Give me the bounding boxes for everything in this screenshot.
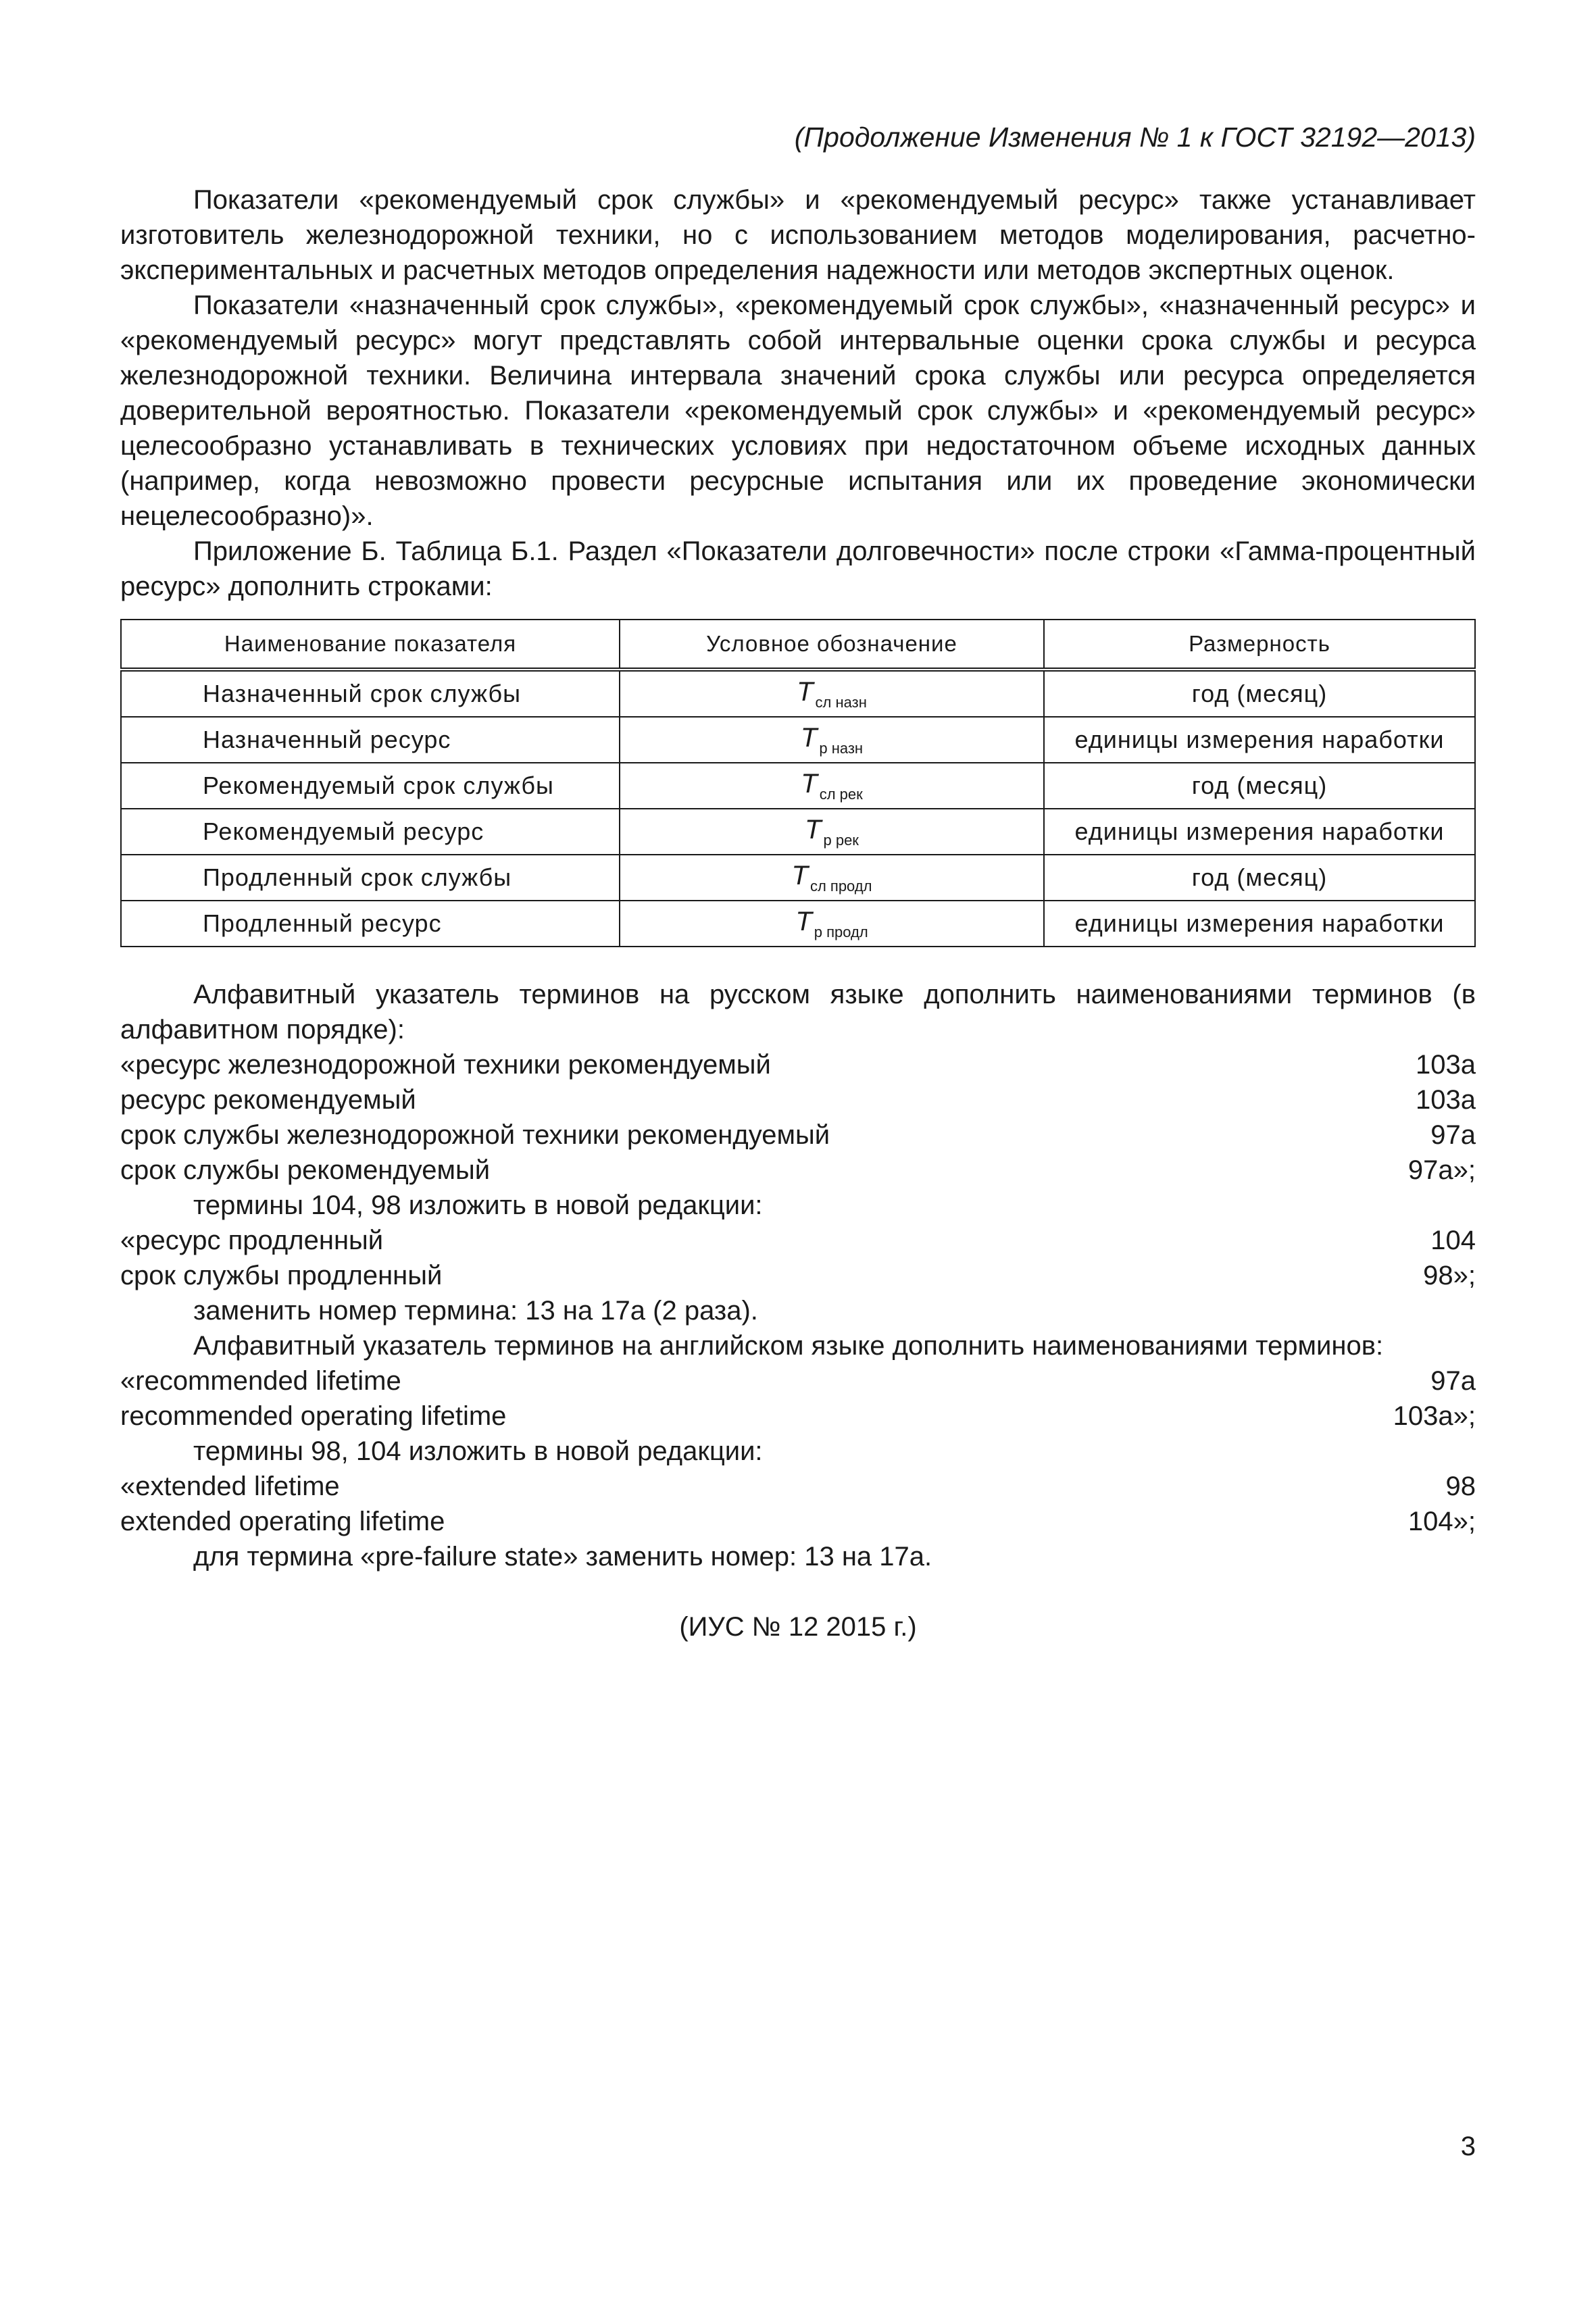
list-item: ресурс рекомендуемый 103а [120,1085,1476,1115]
en-new-edition-label: термины 98, 104 изложить в новой редакции: [193,1436,763,1466]
list-item: «extended lifetime 98 [120,1472,1476,1501]
indicator-unit: год (месяц) [1044,670,1475,717]
indicator-symbol: $T_{р назн}$ [620,717,1044,763]
list-item: extended operating lifetime 104»; [120,1507,1476,1536]
ius-reference: (ИУС № 12 2015 г.) [679,1612,917,1642]
column-header-name: Наименование показателя [121,620,620,670]
table-row [121,670,1475,717]
indicator-symbol: $T_{сл назн}$ [620,670,1044,717]
indicator-name: Продленный ресурс [121,901,620,947]
list-item: recommended operating lifetime 103a»; [120,1401,1476,1431]
table-row [121,901,1475,947]
table-row [121,763,1475,809]
page-number: 3 [1460,2132,1476,2161]
indicator-name: Рекомендуемый срок службы [121,763,620,809]
en-index-intro: Алфавитный указатель терминов на английском языке дополнить наименованиями терминов: [193,1331,1384,1361]
column-header-symbol: Условное обозначение [620,620,1044,670]
indicator-unit: год (месяц) [1044,855,1475,901]
running-header: (Продолжение Изменения № 1 к ГОСТ 32192—2013) [794,122,1476,153]
indicator-name: Продленный срок службы [121,855,620,901]
indicator-symbol: $T_{сл рек}$ [620,763,1044,809]
table-row [121,717,1475,763]
indicator-name: Назначенный срок службы [121,670,620,717]
paragraph-2: Показатели «назначенный срок службы», «рекомендуемый срок службы», «назначенный ресурс» и «рекомендуемый ресурс» могут представлять собой интервальные оценки срока службы и ресурса железнодорожной техники. Величина интервала значений срока службы или ресурса определяется доверительной вероятностью. Показатели «рекомендуемый срок службы» и «рекомендуемый ресурс» целесообразно устанавливать в технических условиях при недостаточном объеме исходных данных (например, когда невозможно провести ресурсные испытания или их проведение экономически нецелесообразно)». [120,291,1476,531]
table-row [121,855,1475,901]
list-item: срок службы железнодорожной техники рекомендуемый 97а [120,1120,1476,1150]
indicator-unit: единицы измерения наработки [1044,809,1475,855]
indicator-unit: единицы измерения наработки [1044,901,1475,947]
table-row [121,809,1475,855]
en-replace-note: для термина «pre-failure state» заменить номер: 13 на 17а. [193,1542,932,1571]
ru-replace-note: заменить номер термина: 13 на 17а (2 раза). [193,1296,758,1326]
ru-new-edition-label: термины 104, 98 изложить в новой редакции: [193,1190,763,1220]
document-body [120,182,1476,1644]
list-item: срок службы рекомендуемый 97а»; [120,1155,1476,1185]
indicator-symbol: $T_{р продл}$ [620,901,1044,947]
list-item: «ресурс продленный 104 [120,1226,1476,1255]
column-header-unit: Размерность [1044,620,1475,670]
list-item: «recommended lifetime 97a [120,1366,1476,1396]
indicator-symbol: $T_{сл продл}$ [620,855,1044,901]
indicator-name: Назначенный ресурс [121,717,620,763]
paragraph-1: Показатели «рекомендуемый срок службы» и «рекомендуемый ресурс» также устанавливает изготовитель железнодорожной техники, но с использованием методов моделирования, расчетно-экспериментальных и расчетных методов определения надежности или методов экспертных оценок. [120,185,1476,285]
table-header-row [121,620,1475,670]
indicator-unit: единицы измерения наработки [1044,717,1475,763]
indicator-name: Рекомендуемый ресурс [121,809,620,855]
indicator-unit: год (месяц) [1044,763,1475,809]
paragraph-3: Приложение Б. Таблица Б.1. Раздел «Показатели долговечности» после строки «Гамма-процентный ресурс» дополнить строками: [120,536,1476,601]
index-amendments [120,977,1476,1644]
durability-indicators-table [120,619,1476,947]
list-item: «ресурс железнодорожной техники рекомендуемый 103а [120,1050,1476,1080]
list-item: срок службы продленный 98»; [120,1261,1476,1290]
ru-index-intro: Алфавитный указатель терминов на русском языке дополнить наименованиями терминов (в алфавитном порядке): [120,980,1476,1045]
indicator-symbol: $T_{р рек}$ [620,809,1044,855]
